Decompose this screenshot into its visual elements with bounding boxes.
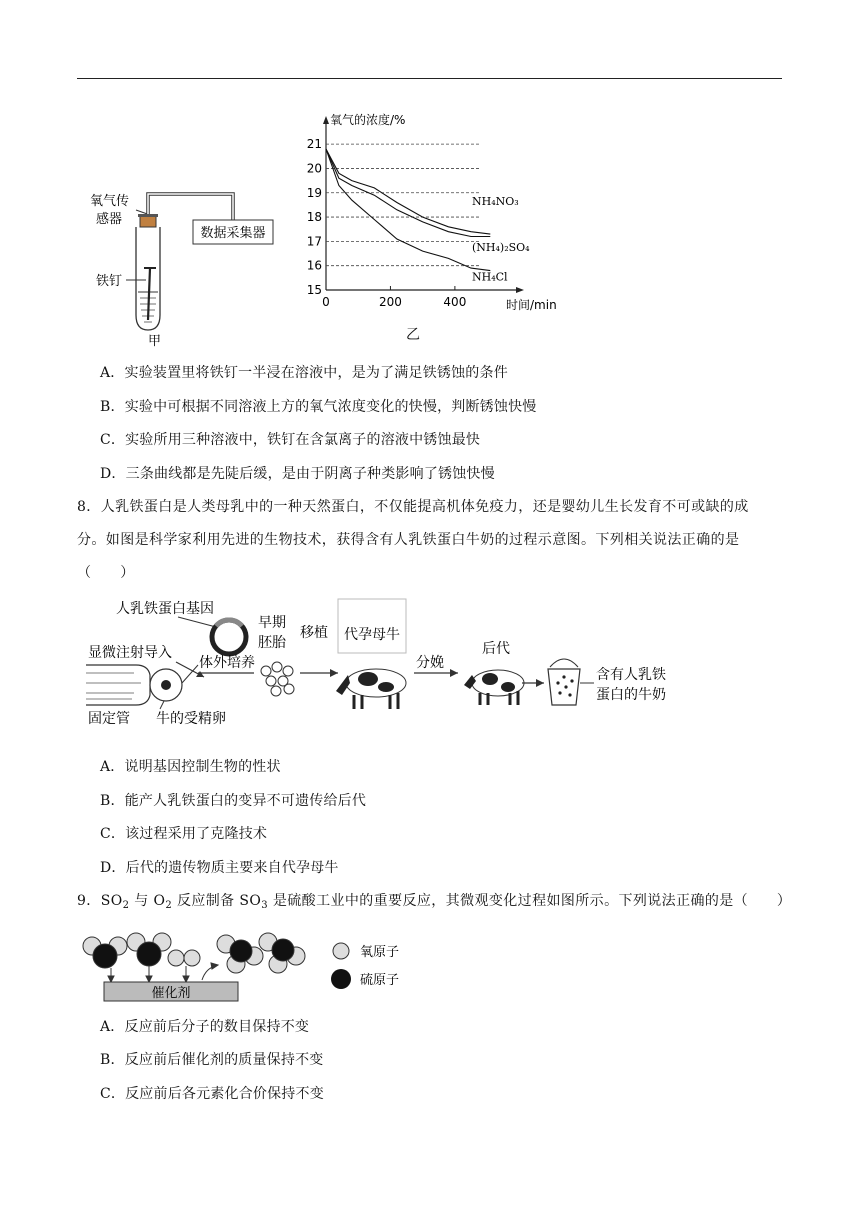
q8-stem-line-2: 分。如图是科学家利用先进的生物技术，获得含有人乳铁蛋白牛奶的过程示意图。下列相关说法正确的是 (77, 532, 740, 548)
q9-option-b: B．反应前后催化剂的质量保持不变 (100, 1052, 324, 1068)
q7-option-c: C．实验所用三种溶液中，铁钉在含氯离子的溶液中锈蚀最快 (100, 432, 481, 448)
y-tick-label-16: 16 (306, 258, 322, 273)
series-label-2: NH₄Cl (472, 270, 508, 284)
embryo-label-1: 早期 (258, 615, 286, 631)
q7-option-d: D．三条曲线都是先陡后缓，是由于阴离子种类影响了锈蚀快慢 (100, 466, 495, 482)
milk-bucket-icon (548, 659, 580, 705)
sulfur-atom-legend-icon (331, 969, 351, 989)
q8-option-d: D．后代的遗传物质主要来自代孕母牛 (100, 860, 339, 876)
series-line-0 (326, 149, 490, 234)
q8-option-a: A．说明基因控制生物的性状 (100, 759, 281, 775)
x-tick-label-200: 200 (378, 295, 402, 309)
x-tick-label-400: 400 (443, 295, 467, 309)
y-tick-label-17: 17 (306, 234, 322, 249)
figure-caption-jia: 甲 (148, 334, 162, 349)
gene-label: 人乳铁蛋白基因 (116, 601, 214, 617)
x-axis-arrow (516, 287, 524, 293)
y-axis-arrow (323, 116, 329, 124)
q7-option-b: B．实验中可根据不同溶液上方的氧气浓度变化的快慢，判断锈蚀快慢 (100, 399, 537, 415)
milk-label-1: 含有人乳铁 (596, 667, 666, 683)
q9-option-c: C．反应前后各元素化合价保持不变 (100, 1086, 324, 1102)
q8-stem-line-1: 8．人乳铁蛋白是人类母乳中的一种天然蛋白，不仅能提高机体免疫力，还是婴幼儿生长发育不可或缺的成 (77, 499, 749, 515)
q8-stem-line-3: （ ） (77, 565, 135, 581)
q8-option-b: B．能产人乳铁蛋白的变异不可遗传给后代 (100, 793, 367, 809)
legend-oxygen: 氧原子 (360, 945, 400, 960)
catalyst-label: 催化剂 (151, 986, 191, 1001)
figure-jia-apparatus (78, 180, 288, 350)
inject-label: 显微注射导入 (88, 645, 172, 661)
holder-label: 固定管 (88, 711, 130, 727)
sensor-label-1: 氧气传 (90, 194, 130, 209)
y-tick-label-20: 20 (306, 161, 322, 176)
chart-x-axis-label: 时间/min (506, 298, 557, 312)
collector-label: 数据采集器 (200, 226, 266, 241)
milk-label-2: 蛋白的牛奶 (596, 687, 666, 703)
surrogate-cow-icon (336, 669, 406, 709)
q9-option-a: A．反应前后分子的数目保持不变 (100, 1019, 310, 1035)
surrogate-label: 代孕母牛 (344, 627, 400, 643)
y-tick-label-15: 15 (306, 283, 322, 297)
figure-caption-yi-text: 乙 (406, 327, 420, 343)
embryo-label-2: 胚胎 (258, 635, 286, 651)
y-tick-label-19: 19 (306, 185, 322, 200)
series-line-2 (326, 149, 490, 271)
chart-y-axis-label: 氧气的浓度/% (330, 113, 406, 127)
figure-q9-reaction (78, 920, 418, 1002)
legend-sulfur: 硫原子 (360, 973, 400, 988)
y-tick-label-18: 18 (306, 210, 322, 225)
culture-label: 体外培养 (199, 655, 255, 671)
oxygen-atom-legend-icon (333, 943, 349, 959)
header-rule (77, 78, 782, 79)
q7-option-a: A．实验装置里将铁钉一半浸在溶液中，是为了满足铁锈蚀的条件 (100, 365, 508, 381)
series-label-1: (NH₄)₂SO₄ (472, 241, 530, 255)
nail-label: 铁钉 (96, 274, 123, 289)
offspring-cow-icon (464, 670, 524, 705)
figure-yi-chart (300, 108, 570, 340)
q9-stem: 9．$SO_2$ 与 $O_2$ 反应制备 $SO_3$ 是硫酸工业中的重要反应，其微观变化过程如图所示。下列说法正确的是（ ） (77, 893, 792, 911)
offspring-label: 后代 (482, 641, 510, 657)
figure-q8-process (86, 595, 686, 733)
sensor-label-2: 感器 (96, 212, 123, 227)
x-tick-label-0: 0 (322, 295, 330, 309)
birth-label: 分娩 (416, 655, 444, 671)
transplant-label: 移植 (300, 625, 328, 641)
q8-option-c: C．该过程采用了克隆技术 (100, 826, 268, 842)
y-tick-label-21: 21 (306, 137, 322, 152)
egg-label: 牛的受精卵 (156, 711, 226, 727)
series-label-0: NH₄NO₃ (472, 194, 519, 208)
